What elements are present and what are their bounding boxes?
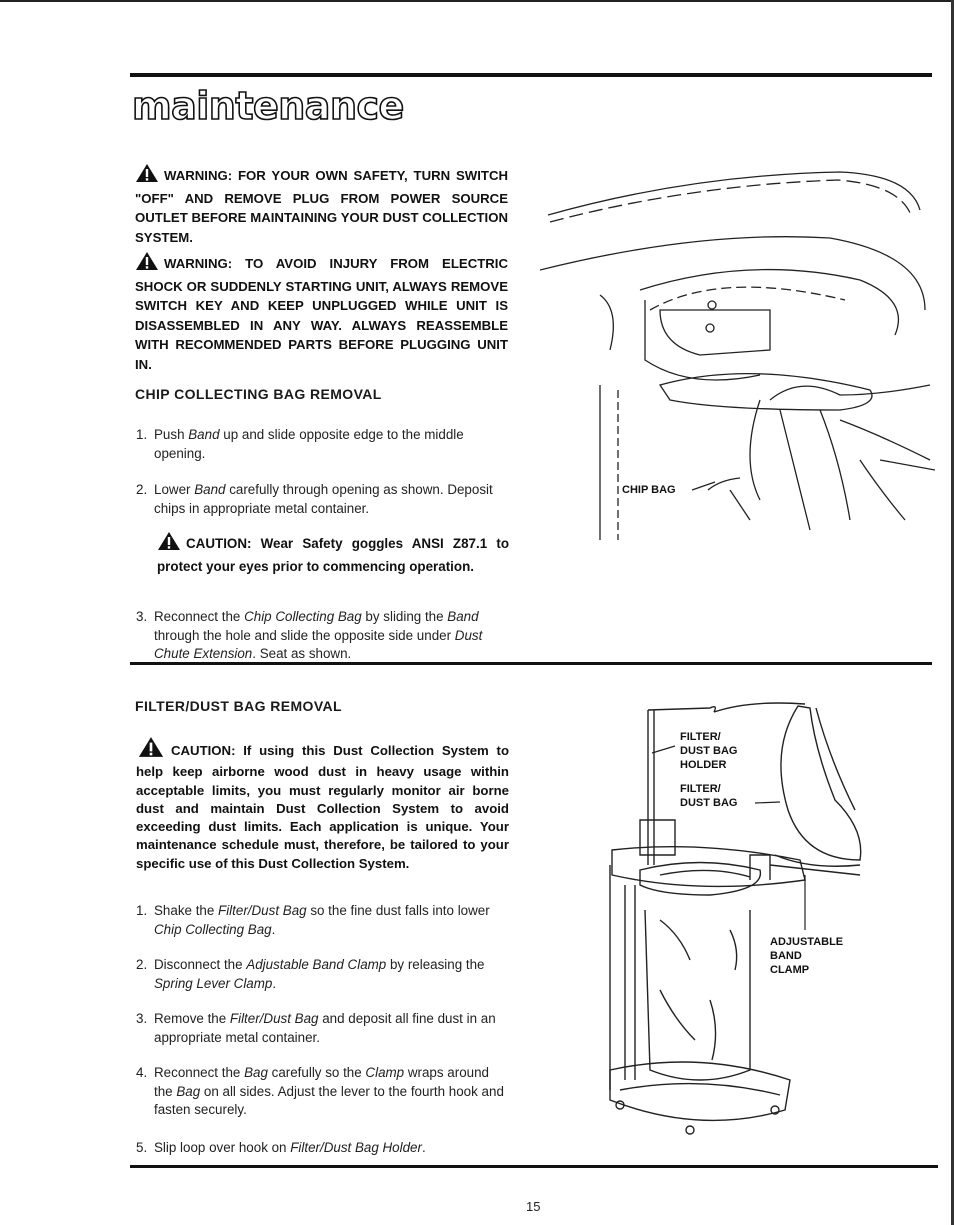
warning-text: WARNING: FOR YOUR OWN SAFETY, TURN SWITCH "OFF" AND REMOVE PLUG FROM POWER SOURCE OUTLET BEFORE MAINTAINING YOUR DUST COLLECTION SYSTEM. [135,168,508,245]
top-rule [130,73,932,77]
step-number: 4. [136,1065,148,1080]
warning-shock [135,251,508,374]
warning-triangle-icon [136,736,166,763]
chip-step-2: 2. Lower Band carefully through opening as shown. Deposit chips in appropriate metal container. [136,482,493,516]
filter-step-3: 3. Remove the Filter/Dust Bag and deposit all fine dust in an appropriate metal container. [136,1011,496,1045]
filter-step-5: 5. Slip loop over hook on Filter/Dust Bag Holder. [136,1139,511,1158]
step-number: 2. [136,482,148,497]
filter-step-1: 1. Shake the Filter/Dust Bag so the fine dust falls into lower Chip Collecting Bag. [136,903,490,937]
label-filter-holder: FILTER/ DUST BAG HOLDER [680,731,738,771]
caution-text: CAUTION: If using this Dust Collection System to help keep airborne wood dust in heavy usage within acceptable limits, you must regularly monitor air borne dust and maintain Dust Collection System to avoid exceeding dust limits. Each application is unique. Your maintenance schedule must, therefore, be tailored to your specific use of this Dust Collection System. [136,743,509,871]
caution-text: CAUTION: Wear Safety goggles ANSI Z87.1 to protect your eyes prior to commencing operation. [157,536,509,574]
filter-step-4: 4. Reconnect the Bag carefully so the Clamp wraps around the Bag on all sides. Adjust the lever to the fourth hook and fasten securely. [136,1065,504,1117]
warning-triangle-icon [135,163,159,189]
step-number: 3. [136,609,148,624]
chip-step-3: 3. Reconnect the Chip Collecting Bag by sliding the Band through the hole and slide the opposite side under Dust Chute Extension. Seat as shown. [136,609,483,661]
chip-step-1: 1. Push Band up and slide opposite edge to the middle opening. [136,427,464,461]
step-number: 3. [136,1011,148,1026]
label-filter-bag: FILTER/ DUST BAG [680,783,738,809]
chip-bag-label: CHIP BAG [622,484,676,496]
filter-step-2: 2. Disconnect the Adjustable Band Clamp by releasing the Spring Lever Clamp. [136,957,485,991]
page-title: maintenance [132,84,404,128]
warning-power [135,163,508,247]
page-number: 15 [526,1199,541,1214]
label-adjustable-band-clamp: ADJUSTABLE BAND CLAMP [770,936,844,976]
chip-bag-illustration [540,160,935,540]
page-edge-top [0,0,954,2]
warning-triangle-icon [157,531,181,557]
caution-dust-limits [136,736,509,873]
warning-triangle-icon [135,251,159,277]
warning-text: WARNING: TO AVOID INJURY FROM ELECTRIC SHOCK OR SUDDENLY STARTING UNIT, ALWAYS REMOVE SWITCH KEY AND KEEP UNPLUGGED WHILE UNIT IS DISASSEMBLED IN ANY WAY. ALWAYS REASSEMBLE WITH RECOMMENDED PARTS BEFORE PLUGGING UNIT IN. [135,256,508,372]
dust-collector-illustration [600,690,890,1160]
step-number: 5. [136,1140,148,1155]
section-heading-chip: CHIP COLLECTING BAG REMOVAL [135,386,382,402]
caution-goggles [157,531,509,576]
step-number: 1. [136,427,148,442]
step-number: 1. [136,903,148,918]
step-number: 2. [136,957,148,972]
section-heading-filter: FILTER/DUST BAG REMOVAL [135,698,343,714]
bottom-rule [130,1165,938,1168]
